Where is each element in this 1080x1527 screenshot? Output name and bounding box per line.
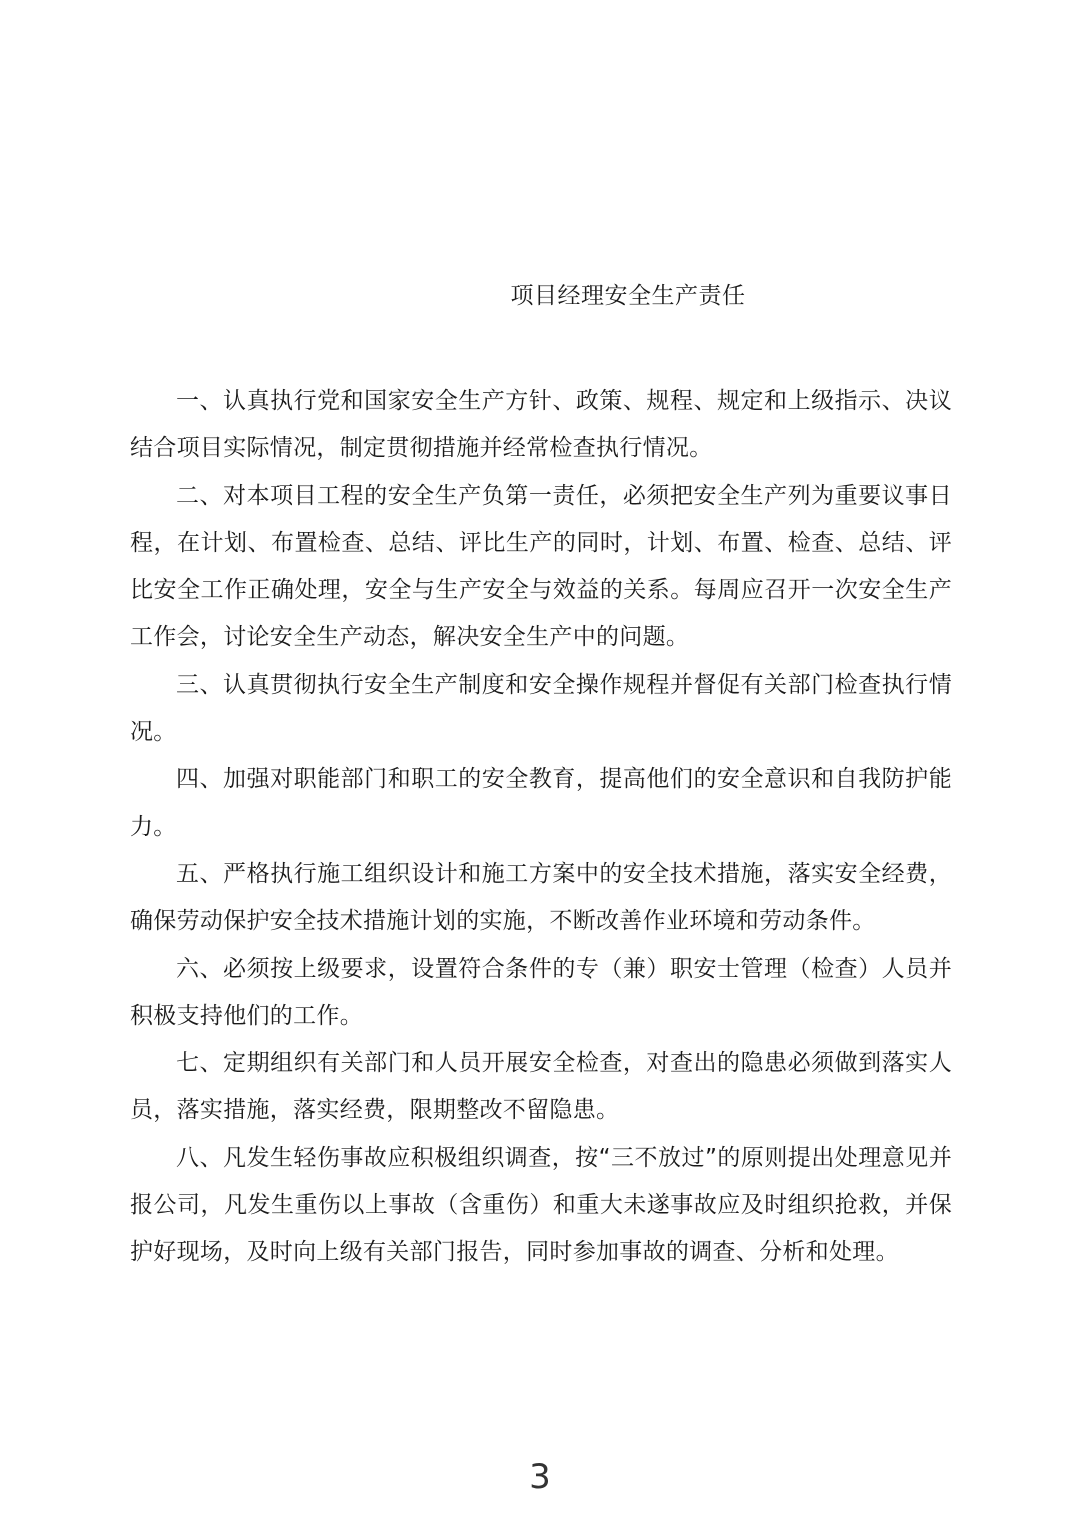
page-title: 项目经理安全生产责任 — [510, 283, 746, 309]
clause-4: 四、加强对职能部门和职工的安全教育，提高他们的安全意识和自我防护能力。 — [130, 766, 952, 840]
clause-1: 一、认真执行党和国家安全生产方针、政策、规程、规定和上级指示、决议结合项目实际情况，制定贯彻措施并经常检查执行情况。 — [130, 388, 952, 462]
clause-3: 三、认真贯彻执行安全生产制度和安全操作规程并督促有关部门检查执行情况。 — [130, 671, 952, 746]
clause-7: 七、定期组织有关部门和人员开展安全检查，对查出的隐患必须做到落实人员，落实措施，落实经费，限期整改不留隐患。 — [130, 1050, 952, 1124]
clause-8: 八、凡发生轻伤事故应积极组织调查，按“三不放过”的原则提出处理意见并报公司，凡发生重伤以上事故（含重伤）和重大未遂事故应及时组织抢救，并保护好现场，及时向上级有关部门报告，同时参加事故的调查、分析和处理。 — [130, 1144, 952, 1266]
document-body — [130, 378, 952, 1277]
clause-6: 六、必须按上级要求，设置符合条件的专（兼）职安士管理（检查）人员并积极支持他们的工作。 — [130, 955, 952, 1029]
page-number: 3 — [529, 1457, 551, 1497]
clause-5: 五、严格执行施工组织设计和施工方案中的安全技术措施，落实安全经费，确保劳动保护安全技术措施计划的实施，不断改善作业环境和劳动条件。 — [130, 860, 952, 935]
clause-2: 二、对本项目工程的安全生产负第一责任，必须把安全生产列为重要议事日程，在计划、布置检查、总结、评比生产的同时，计划、布置、检查、总结、评比安全工作正确处理，安全与生产安全与效益的关系。每周应召开一次安全生产工作会，讨论安全生产动态，解决安全生产中的问题。 — [130, 482, 952, 651]
